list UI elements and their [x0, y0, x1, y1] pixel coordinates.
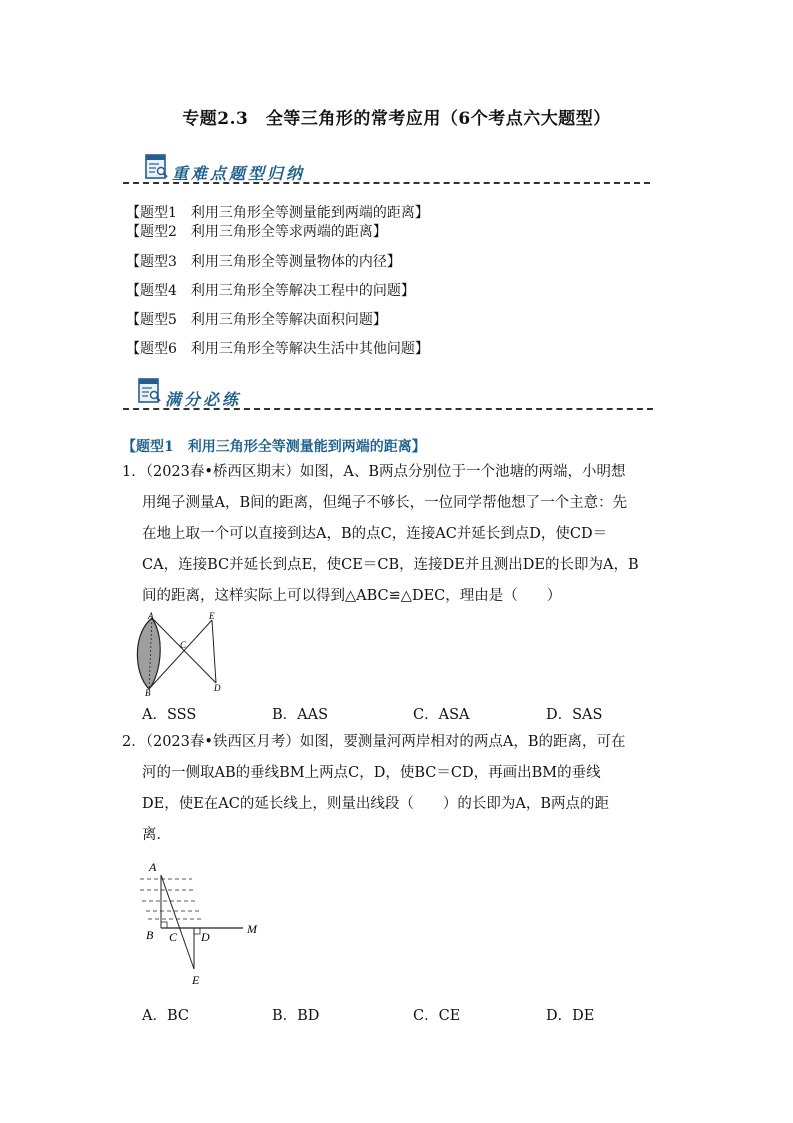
document-search-icon: [137, 378, 163, 404]
option-b[interactable]: B．BD: [272, 1008, 320, 1024]
label-D: D: [214, 683, 221, 693]
label-C: C: [169, 930, 178, 944]
question-2-figure: [136, 855, 266, 990]
label-C: C: [180, 640, 187, 650]
section-divider: [123, 408, 653, 410]
label-D: D: [201, 930, 210, 944]
pond-shape: [137, 618, 160, 689]
question-2-line: 河的一侧取AB的垂线BM上两点C，D，使BC＝CD，再画出BM的垂线: [142, 765, 601, 781]
segment-ED: [212, 620, 216, 683]
option-a[interactable]: A．BC: [142, 1008, 189, 1024]
toc-item: 【题型5 利用三角形全等解决面积问题】: [126, 312, 387, 328]
label-E: E: [192, 973, 200, 987]
option-c[interactable]: C．CE: [413, 1008, 461, 1024]
question-1-line: 用绳子测量A，B间的距离，但绳子不够长，一位同学帮他想了一个主意：先: [142, 495, 628, 511]
topic-heading: 【题型1 利用三角形全等测量能到两端的距离】: [122, 439, 426, 455]
question-2-line: 2．（2023春•铁西区月考）如图，要测量河两岸相对的两点A，B的距离，可在: [122, 734, 626, 750]
toc-item: 【题型1 利用三角形全等测量能到两端的距离】: [126, 205, 429, 221]
section-header-practice: [137, 378, 657, 408]
question-1-line: 1．（2023春•桥西区期末）如图，A、B两点分别位于一个池塘的两端，小明想: [122, 464, 626, 480]
label-B: B: [146, 928, 154, 942]
page-title: 专题2.3 全等三角形的常考应用（6个考点六大题型）: [182, 109, 611, 129]
option-a[interactable]: A．SSS: [142, 707, 197, 723]
section-divider: [123, 182, 650, 184]
option-d[interactable]: D．SAS: [546, 707, 603, 723]
question-1-line: 在地上取一个可以直接到达A，B的点C，连接AC并延长到点D，使CD＝: [142, 526, 608, 542]
section-title-summary: 重难点题型归纳: [172, 164, 306, 183]
toc-item: 【题型6 利用三角形全等解决生活中其他问题】: [126, 341, 429, 357]
question-1-line: CA，连接BC并延长到点E，使CE＝CB，连接DE并且测出DE的长即为A，B: [142, 557, 639, 573]
label-A: A: [148, 611, 154, 621]
option-c[interactable]: C．ASA: [413, 707, 470, 723]
question-1-line: 间的距离，这样实际上可以得到△ABC≌△DEC，理由是（ ）: [142, 588, 562, 604]
section-title-practice: 满分必练: [165, 390, 242, 409]
question-1-figure: [130, 610, 230, 698]
question-2-line: 离．: [142, 827, 171, 843]
toc-item: 【题型4 利用三角形全等解决工程中的问题】: [126, 283, 415, 299]
toc-item: 【题型2 利用三角形全等求两端的距离】: [126, 224, 387, 240]
label-B: B: [145, 688, 151, 698]
label-E: E: [209, 611, 215, 621]
question-2-line: DE，使E在AC的延长线上，则量出线段（ ）的长即为A，B两点的距: [142, 796, 609, 812]
option-b[interactable]: B．AAS: [272, 707, 329, 723]
toc-item: 【题型3 利用三角形全等测量物体的内径】: [126, 254, 401, 270]
document-search-icon: [144, 154, 170, 180]
label-A: A: [149, 860, 157, 874]
label-M: M: [247, 922, 257, 936]
section-header-summary: [144, 154, 664, 184]
option-d[interactable]: D．DE: [546, 1008, 595, 1024]
